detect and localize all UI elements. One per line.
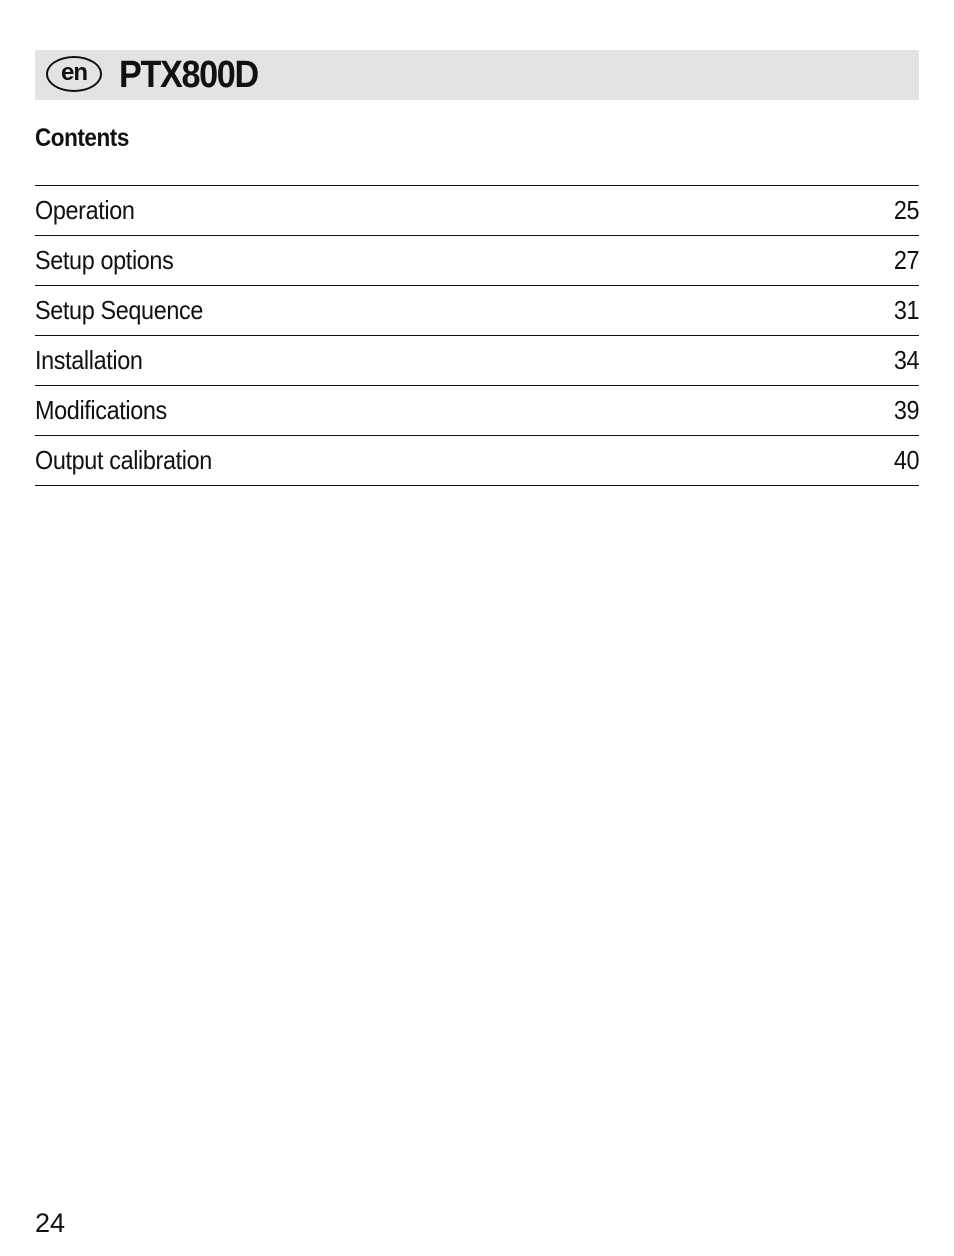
toc-entry-label: Setup options <box>35 245 174 275</box>
header-band <box>35 50 919 100</box>
toc-entry-output-calibration <box>35 436 919 486</box>
toc-entry-installation <box>35 336 919 386</box>
toc-entry-label: Installation <box>35 345 143 375</box>
toc-entry-page: 25 <box>893 195 919 225</box>
language-badge: en <box>46 56 102 92</box>
toc-entry-page: 40 <box>893 445 919 475</box>
contents-heading: Contents <box>35 124 129 152</box>
toc-entry-setup-options <box>35 236 919 286</box>
document-title: PTX800D <box>119 54 258 96</box>
toc-entry-modifications <box>35 386 919 436</box>
toc-entry-setup-sequence <box>35 286 919 336</box>
page-number: 24 <box>35 1208 66 1238</box>
toc-entry-page: 39 <box>893 395 919 425</box>
toc-entry-label: Modifications <box>35 395 167 425</box>
toc-entry-page: 31 <box>893 295 919 325</box>
toc-entry-operation <box>35 186 919 236</box>
toc-entry-page: 34 <box>893 345 919 375</box>
toc-entry-page: 27 <box>893 245 919 275</box>
toc-entry-label: Operation <box>35 195 135 225</box>
toc-entry-label: Setup Sequence <box>35 295 204 325</box>
table-of-contents <box>35 185 919 486</box>
toc-entry-label: Output calibration <box>35 445 212 475</box>
